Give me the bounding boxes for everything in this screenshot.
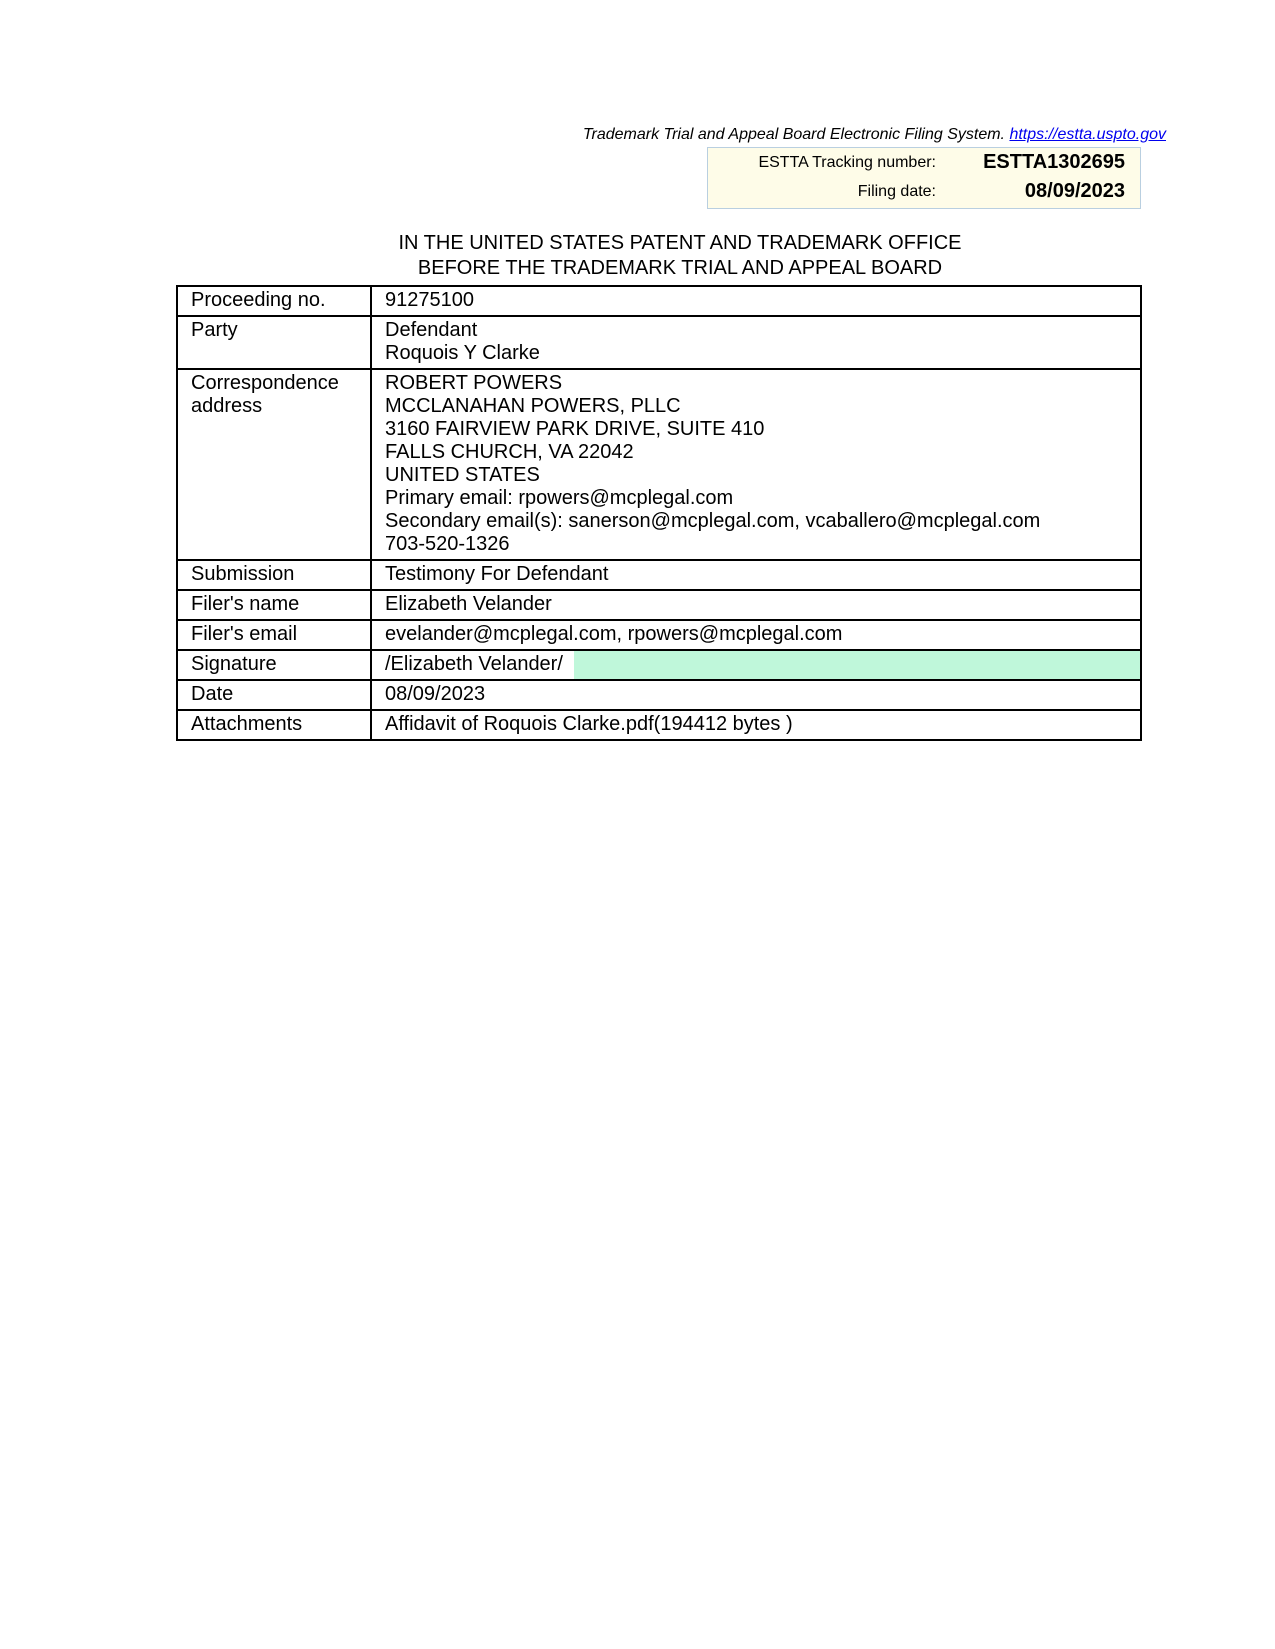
filing-table [176, 285, 1142, 741]
page-title-line-2: BEFORE THE TRADEMARK TRIAL AND APPEAL BOARD [417, 257, 943, 279]
table-row-correspondence [177, 369, 1141, 560]
signature-cell [371, 650, 1141, 680]
correspondence-label-line-1: Correspondence [191, 372, 339, 394]
filer-email-value: evelander@mcplegal.com, rpowers@mcplegal.com [371, 620, 1141, 650]
correspondence-label [177, 369, 371, 560]
table-row-filer-name [177, 590, 1141, 620]
filing-date-row [708, 179, 1140, 207]
address-line: ROBERT POWERS [385, 372, 563, 394]
table-row-filer-email [177, 620, 1141, 650]
filing-date-label: Filing date: [857, 183, 936, 200]
submission-label: Submission [177, 560, 371, 590]
party-label: Party [177, 316, 371, 369]
filing-date-value: 08/09/2023 [1024, 180, 1125, 202]
address-line: 3160 FAIRVIEW PARK DRIVE, SUITE 410 [385, 418, 765, 440]
address-line: FALLS CHURCH, VA 22042 [385, 441, 634, 463]
filer-email-label: Filer's email [177, 620, 371, 650]
tracking-number-value: ESTTA1302695 [983, 151, 1125, 173]
secondary-emails: Secondary email(s): sanerson@mcplegal.com, vcaballero@mcplegal.com [385, 510, 1041, 532]
signature-highlight [574, 651, 1140, 679]
table-row-party [177, 316, 1141, 369]
tracking-box [707, 147, 1141, 209]
filer-name-value: Elizabeth Velander [371, 590, 1141, 620]
filer-name-label: Filer's name [177, 590, 371, 620]
signature-value: /Elizabeth Velander/ [385, 653, 563, 675]
party-value [371, 316, 1141, 369]
table-row-proceeding [177, 286, 1141, 316]
table-row-signature [177, 650, 1141, 680]
submission-value: Testimony For Defendant [371, 560, 1141, 590]
date-label: Date [177, 680, 371, 710]
tracking-number-label: ESTTA Tracking number: [758, 154, 936, 171]
primary-email: Primary email: rpowers@mcplegal.com [385, 487, 734, 509]
attachments-label: Attachments [177, 710, 371, 740]
signature-label: Signature [177, 650, 371, 680]
party-role: Defendant [385, 319, 478, 341]
correspondence-value [371, 369, 1141, 560]
phone-number: 703-520-1326 [385, 533, 510, 555]
system-caption [583, 126, 1166, 144]
proceeding-value: 91275100 [371, 286, 1141, 316]
proceeding-label: Proceeding no. [177, 286, 371, 316]
party-name: Roquois Y Clarke [385, 342, 540, 364]
system-caption-text: Trademark Trial and Appeal Board Electronic Filing System. [582, 126, 1005, 143]
correspondence-label-line-2: address [191, 395, 263, 417]
tracking-number-row [708, 150, 1140, 178]
address-line: MCCLANAHAN POWERS, PLLC [385, 395, 681, 417]
date-value: 08/09/2023 [371, 680, 1141, 710]
table-row-submission [177, 560, 1141, 590]
address-line: UNITED STATES [385, 464, 540, 486]
estta-link[interactable]: https://estta.uspto.gov [1009, 126, 1166, 143]
page-title-line-1: IN THE UNITED STATES PATENT AND TRADEMARK OFFICE [398, 232, 962, 254]
table-row-date [177, 680, 1141, 710]
table-row-attachments [177, 710, 1141, 740]
attachments-value: Affidavit of Roquois Clarke.pdf(194412 bytes ) [371, 710, 1141, 740]
